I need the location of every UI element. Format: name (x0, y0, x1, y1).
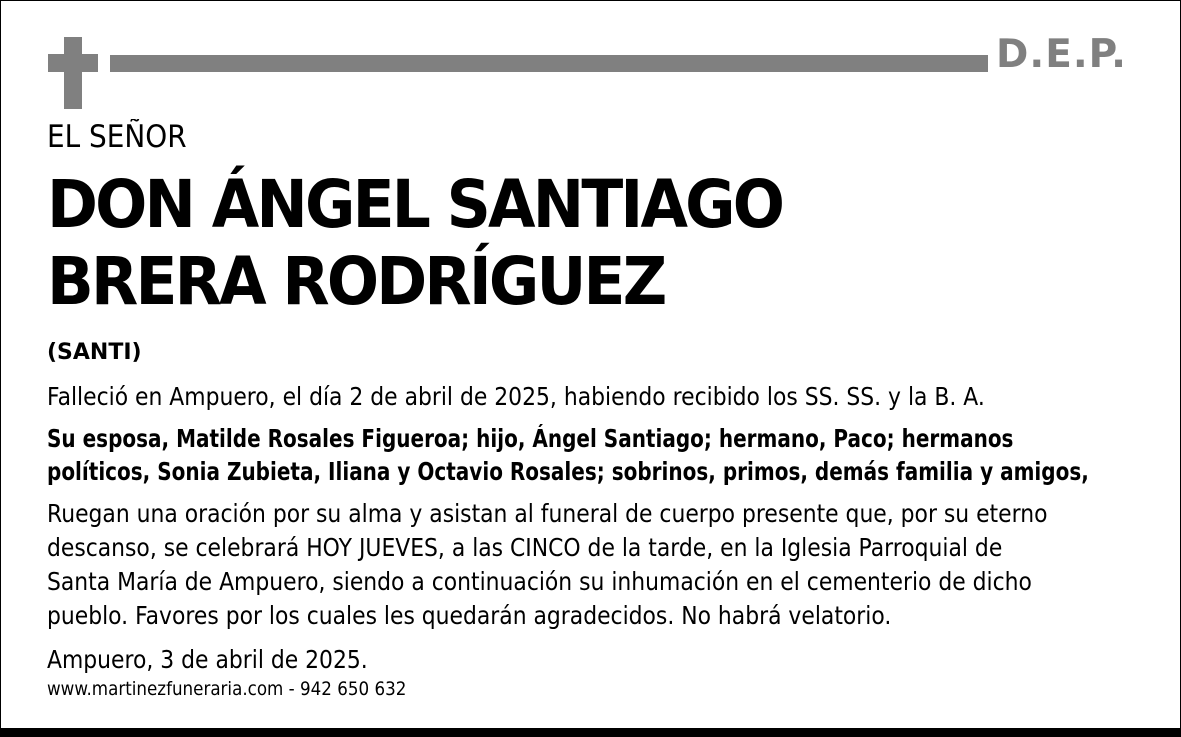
family-line: Su esposa, Matilde Rosales Figueroa; hijo, Ángel Santiago; hermano, Paco; hermanos (47, 424, 1014, 453)
service-line: pueblo. Favores por los cuales les quedarán agradecidos. No habrá velatorio. (47, 601, 892, 630)
nickname: (SANTI) (47, 340, 142, 365)
header-rule (110, 55, 988, 72)
cross-icon (48, 37, 98, 109)
bottom-rule (0, 728, 1181, 737)
dep-label: D.E.P. (996, 32, 1127, 77)
deceased-name-line-2: BRERA RODRÍGUEZ (47, 243, 665, 320)
service-line: descanso, se celebrará HOY JUEVES, a las CINCO de la tarde, en la Iglesia Parroquial de (47, 533, 1003, 562)
deceased-name-line-1: DON ÁNGEL SANTIAGO (47, 166, 783, 243)
service-line: Santa María de Ampuero, siendo a continuación su inhumación en el cementerio de dicho (47, 567, 1032, 596)
service-line: Ruegan una oración por su alma y asistan al funeral de cuerpo presente que, por su eterno (47, 499, 1048, 528)
family-line: políticos, Sonia Zubieta, Iliana y Octavio Rosales; sobrinos, primos, demás familia y amigos, (47, 457, 1089, 486)
death-statement: Falleció en Ampuero, el día 2 de abril de 2025, habiendo recibido los SS. SS. y la B. A. (47, 382, 985, 411)
funeral-home-contact: www.martinezfuneraria.com - 942 650 632 (47, 678, 407, 700)
salutation: EL SEÑOR (47, 119, 187, 155)
place-date: Ampuero, 3 de abril de 2025. (47, 645, 368, 674)
